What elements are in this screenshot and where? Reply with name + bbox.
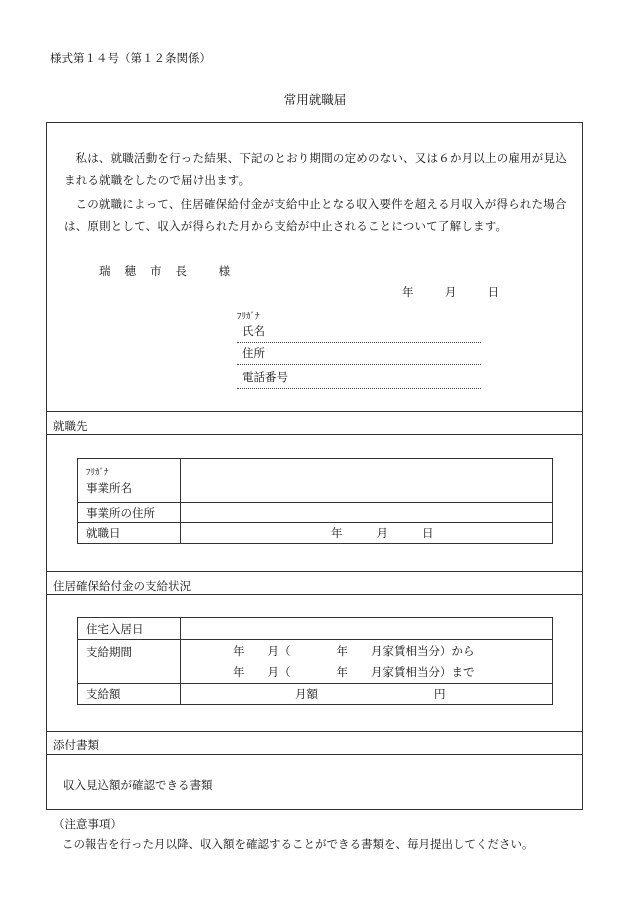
emp-date-month: 月 bbox=[376, 526, 388, 540]
attachments-section-label: 添付書類 bbox=[53, 738, 99, 752]
declaration-paragraph-1: 私は、就職活動を行った結果、下記のとおり期間の定めのない、又は６か月以上の雇用が見込まれる就職をしたので届け出ます。 bbox=[64, 151, 567, 187]
applicant-address-label: 住所 bbox=[242, 346, 265, 360]
office-furigana-label: ﾌﾘｶﾞﾅ bbox=[86, 467, 109, 478]
payment-amount-input[interactable] bbox=[181, 684, 553, 705]
emp-date-year: 年 bbox=[331, 526, 343, 540]
employment-table bbox=[77, 458, 553, 544]
date-day: 日 bbox=[487, 285, 500, 299]
form-frame bbox=[46, 122, 583, 810]
date-year: 年 bbox=[402, 285, 414, 299]
benefit-table bbox=[77, 617, 553, 705]
office-address-input[interactable] bbox=[181, 503, 553, 523]
office-name-label-cell bbox=[78, 459, 181, 503]
applicant-address-field[interactable] bbox=[237, 345, 481, 365]
date-month: 月 bbox=[444, 285, 457, 299]
employment-date-input[interactable] bbox=[181, 523, 553, 544]
divider bbox=[47, 754, 582, 755]
applicant-phone-label: 電話番号 bbox=[242, 370, 288, 384]
divider bbox=[47, 731, 582, 732]
move-in-date-input[interactable] bbox=[181, 618, 553, 640]
payment-period-from: 年 月（ 年 月家賃相当分）から bbox=[233, 643, 475, 658]
applicant-phone-field[interactable] bbox=[237, 369, 481, 389]
divider bbox=[47, 571, 582, 572]
notes-text: この報告を行った月以降、収入額を確認することができる書類を、毎月提出してください。 bbox=[62, 837, 534, 851]
benefit-section-label: 住居確保給付金の支給状況 bbox=[53, 579, 191, 593]
office-name-label: 事業所名 bbox=[86, 480, 132, 495]
addressee: 瑞穂市長 様 bbox=[99, 264, 245, 278]
move-in-date-label: 住宅入居日 bbox=[78, 618, 181, 640]
office-name-input[interactable] bbox=[181, 459, 553, 503]
divider bbox=[47, 594, 582, 595]
attachment-item: 収入見込額が確認できる書類 bbox=[63, 778, 213, 792]
payment-period-input[interactable] bbox=[181, 640, 553, 684]
divider bbox=[47, 411, 582, 412]
applicant-furigana-label: ﾌﾘｶﾞﾅ bbox=[237, 312, 260, 322]
page-title: 常用就職届 bbox=[283, 92, 347, 107]
payment-monthly-label: 月額 bbox=[295, 687, 318, 701]
notes-heading: （注意事項） bbox=[53, 817, 122, 831]
employment-section-label: 就職先 bbox=[53, 419, 88, 433]
payment-period-to: 年 月（ 年 月家賃相当分）まで bbox=[233, 664, 475, 679]
employment-date-label: 就職日 bbox=[78, 523, 181, 544]
emp-date-day: 日 bbox=[422, 526, 434, 540]
form-number: 様式第１４号（第１２条関係） bbox=[50, 51, 211, 65]
divider bbox=[47, 434, 582, 435]
payment-yen-unit: 円 bbox=[434, 687, 446, 701]
applicant-name-label: 氏名 bbox=[242, 324, 265, 338]
payment-amount-label: 支給額 bbox=[78, 684, 181, 705]
payment-period-label: 支給期間 bbox=[78, 640, 181, 684]
applicant-name-field[interactable] bbox=[237, 323, 481, 343]
submission-date bbox=[402, 284, 499, 300]
declaration-paragraph-2: この就職によって、住居確保給付金が支給中止となる収入要件を超える月収入が得られた場合は、原則として、収入が得られた月から支給が中止されることについて了解します。 bbox=[64, 197, 567, 233]
office-address-label: 事業所の住所 bbox=[78, 503, 181, 523]
